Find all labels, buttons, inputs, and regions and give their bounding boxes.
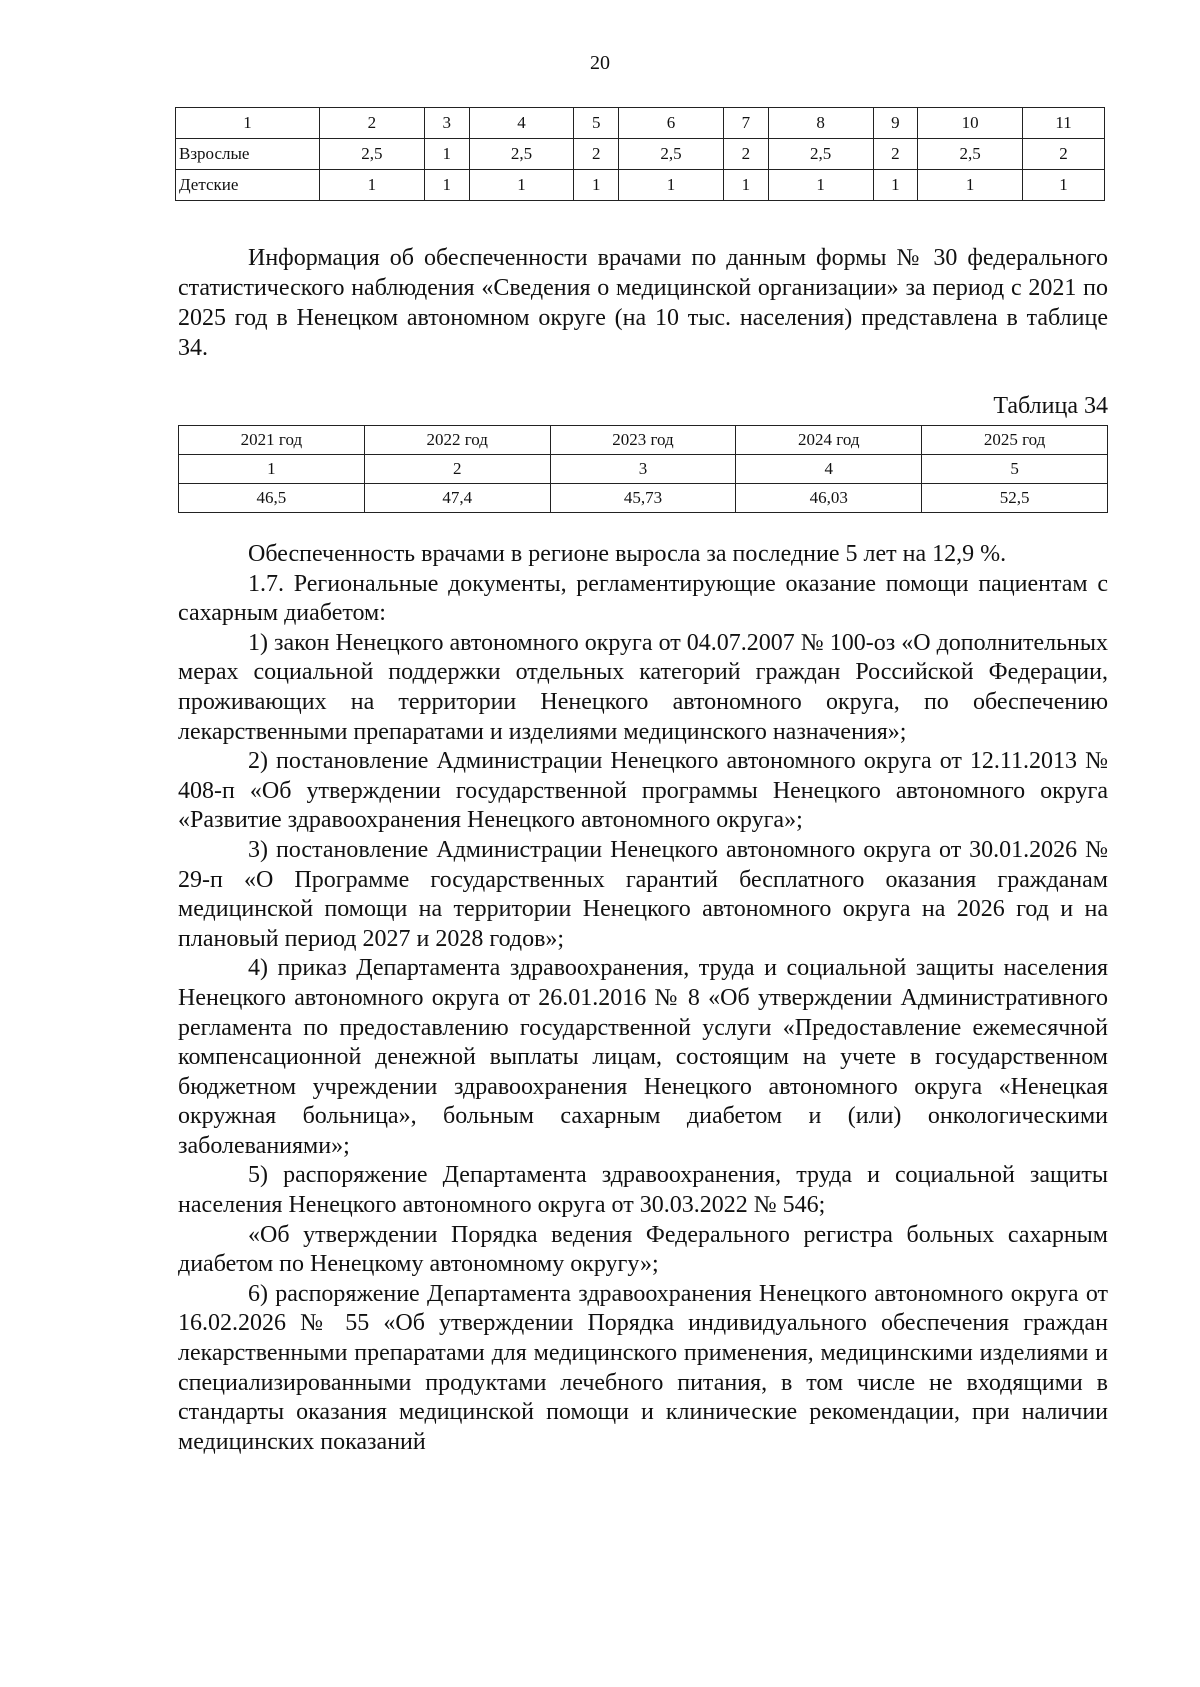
table-row (176, 170, 1105, 201)
document-body (178, 540, 1108, 1457)
table-cell: 9 (873, 108, 918, 139)
table-cell: 2 (873, 139, 918, 170)
table-row (179, 484, 1108, 513)
table-cell: 6 (619, 108, 724, 139)
table-cell: 1 (768, 170, 873, 201)
table-cell: 2025 год (922, 426, 1108, 455)
table-cell: 2 (364, 455, 550, 484)
table-cell: 2,5 (320, 139, 425, 170)
intro-paragraph: Информация об обеспеченности врачами по данным формы № 30 федерального статистического наблюдения «Сведения о медицинской организации» за период с 2021 по 2025 год в Ненецком автономном округе (на 10 тыс. населения) представлена в таблице 34. (178, 245, 1108, 361)
table-cell: 1 (918, 170, 1023, 201)
row-label: Взрослые (176, 139, 320, 170)
list-item: 4) приказ Департамента здравоохранения, труда и социальной защиты населения Ненецкого автономного округа от 26.01.2016 № 8 «Об утверждении Административного регламента по предоставлению государственной услуги «Предоставление ежемесячной компенсационной денежной выплаты лицам, состоящим на учете в государственном бюджетном учреждении здравоохранения Ненецкого автономного округа «Ненецкая окружная больница», больным сахарным диабетом и (или) онкологическими заболеваниями»; (178, 955, 1108, 1159)
table-cell: 2023 год (550, 426, 736, 455)
table-cell: 2022 год (364, 426, 550, 455)
table-row (176, 139, 1105, 170)
table-cell: 2 (320, 108, 425, 139)
norms-table (175, 107, 1105, 201)
table-cell: 1 (723, 170, 768, 201)
table-cell: 2 (723, 139, 768, 170)
table-cell: 4 (469, 108, 574, 139)
page-number: 20 (590, 52, 610, 74)
paragraph: Обеспеченность врачами в регионе выросла за последние 5 лет на 12,9 %. (248, 541, 1007, 567)
table-cell: 47,4 (364, 484, 550, 513)
table-cell: 2,5 (768, 139, 873, 170)
table-cell: 46,5 (179, 484, 365, 513)
table-cell: 8 (768, 108, 873, 139)
list-item: 6) распоряжение Департамента здравоохранения Ненецкого автономного округа от 16.02.2026 № 55 «Об утверждении Порядка индивидуального обеспечения граждан лекарственными препаратами для медицинского применения, медицинскими изделиями и специализированными продуктами лечебного питания, в том числе не входящими в стандарты оказания медицинской помощи и клинические рекомендации, при наличии медицинских показаний (178, 1280, 1108, 1455)
list-item: 3) постановление Администрации Ненецкого автономного округа от 30.01.2026 № 29-п «О Программе государственных гарантий бесплатного оказания гражданам медицинской помощи на территории Ненецкого автономного округа на 2026 год и на плановый период 2027 и 2028 годов»; (178, 836, 1108, 952)
table-cell: 2,5 (619, 139, 724, 170)
table-cell: 1 (320, 170, 425, 201)
table-cell: 7 (723, 108, 768, 139)
table-header-row (176, 108, 1105, 139)
table-cell: 5 (922, 455, 1108, 484)
list-item: 2) постановление Администрации Ненецкого автономного округа от 12.11.2013 № 408-п «Об утверждении государственной программы Ненецкого автономного округа «Развитие здравоохранения Ненецкого автономного округа»; (178, 748, 1108, 834)
paragraph: «Об утверждении Порядка ведения Федерального регистра больных сахарным диабетом по Ненецкому автономному округу»; (178, 1221, 1108, 1278)
table-header-row (179, 426, 1108, 455)
table-cell: 2 (1023, 139, 1105, 170)
table-cell: 3 (424, 108, 469, 139)
table-cell: 1 (179, 455, 365, 484)
table-cell: 52,5 (922, 484, 1108, 513)
table-cell: 1 (1023, 170, 1105, 201)
table-cell: 1 (424, 139, 469, 170)
table-cell: 2 (574, 139, 619, 170)
table-cell: 5 (574, 108, 619, 139)
table-cell: 11 (1023, 108, 1105, 139)
table-cell: 1 (574, 170, 619, 201)
table-cell: 1 (424, 170, 469, 201)
table-cell: 2,5 (918, 139, 1023, 170)
physician-supply-table (178, 425, 1108, 513)
table-cell: 1 (873, 170, 918, 201)
table-cell: 3 (550, 455, 736, 484)
table-cell: 2,5 (469, 139, 574, 170)
row-label: Детские (176, 170, 320, 201)
table-cell: 2024 год (736, 426, 922, 455)
table-caption: Таблица 34 (993, 393, 1108, 419)
table-cell: 2021 год (179, 426, 365, 455)
list-item: 1) закон Ненецкого автономного округа от 04.07.2007 № 100-оз «О дополнительных мерах социальной поддержки отдельных категорий граждан Российской Федерации, проживающих на территории Ненецкого автономного округа, по обеспечению лекарственными препаратами и изделиями медицинского назначения»; (178, 629, 1108, 745)
table-cell: 46,03 (736, 484, 922, 513)
table-cell: 10 (918, 108, 1023, 139)
table-cell: 1 (619, 170, 724, 201)
table-cell: 1 (176, 108, 320, 139)
table-row (179, 455, 1108, 484)
section-heading: 1.7. Региональные документы, регламентирующие оказание помощи пациентам с сахарным диабетом: (178, 570, 1108, 627)
table-cell: 45,73 (550, 484, 736, 513)
list-item: 5) распоряжение Департамента здравоохранения, труда и социальной защиты населения Ненецкого автономного округа от 30.03.2022 № 546; (178, 1162, 1108, 1219)
table-cell: 4 (736, 455, 922, 484)
table-cell: 1 (469, 170, 574, 201)
